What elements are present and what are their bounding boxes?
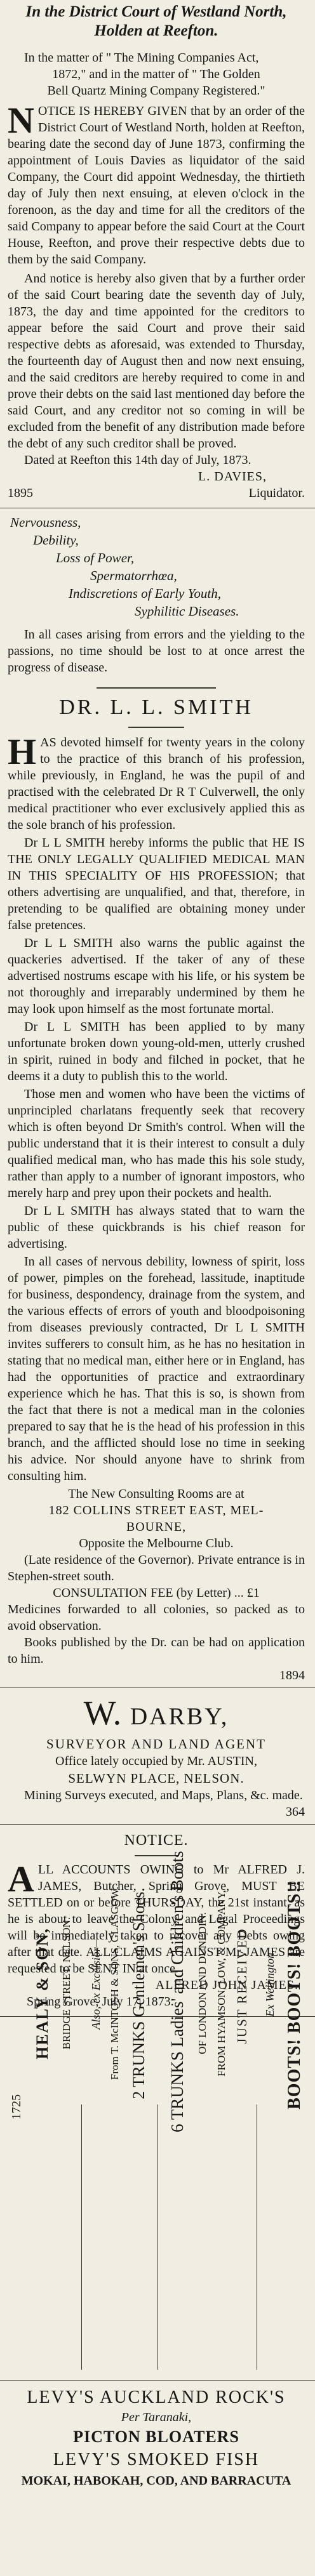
boots-just-received: JUST RECEIVED	[234, 1927, 250, 2044]
boots-ex-wellington: Ex Wellington.	[264, 1950, 276, 2017]
ailments-list	[8, 513, 305, 620]
ailment-item: Loss of Power,	[56, 550, 135, 565]
notice-title: NOTICE.	[124, 1832, 189, 1849]
boots-ref-number: 1725	[10, 2094, 23, 2120]
smith-title: DR. L. L. SMITH	[59, 696, 253, 719]
smith-paragraph: Dr L L SMITH has been applied to by many unfortunate broken down young-old-men, utterly crushed in spirit, ruined in body and filched in pocket, that he deems it a duty to publish this to the world.	[8, 1020, 305, 1083]
darby-office: Office lately occupied by Mr. AUSTIN,	[55, 1754, 257, 1768]
court-notice-paragraph: NOTICE IS HEREBY GIVEN that by an order of the District Court of Westland North, holden at Reefton, bearing date the second day of June 1873, confirming the appointment of Louis Davies as liquidator of the said Company, the Court did appoint Wednesday, the thirtieth day of July then next ensuing, at eleven o'clock in the forenoon, as the day and time for all the creditors of the said Company to appear before the said Court at the Court House, Reefton, and prove their respective debts due to them by the said Company.	[8, 100, 305, 267]
boots-mcintosh: From T. McINTOSH & SONS, GLASGOW.	[109, 1886, 121, 2080]
divider	[0, 2380, 315, 2381]
levy-line-1: LEVY'S AUCKLAND ROCK'S	[27, 2388, 286, 2407]
drop-cap-h: H	[8, 731, 37, 772]
smith-medicines: Medicines forwarded to all colonies, so packed as to avoid observation.	[8, 1602, 305, 1633]
ailment-item: Debility,	[33, 532, 79, 548]
ailment-item: Spermatorrhœa,	[90, 568, 177, 583]
boots-healy: HEALY & SON,	[33, 1927, 51, 2059]
darby-name: W. DARBY,	[83, 1694, 229, 1732]
ailment-item: Syphilitic Diseases.	[135, 604, 239, 619]
smith-rooms-line: The New Consulting Rooms are at	[68, 1487, 245, 1501]
levy-advert	[0, 2386, 315, 2490]
smith-paragraph: HAS devoted himself for twenty years in the colony to the practice of this branch of his profession, while previously, in England, he was the pupil of and practised with the celebrated Dr R T Culverwell, the only medical practitioner who ever exclusively applied this as the sole branch of his profession.	[8, 731, 305, 832]
court-extension-paragraph: And notice is hereby also given that by a further order of the said Court bearing date the seventh day of July, 1873, the day and time appointed for the creditors to appear before the said Court and prove their said respective debts as aforesaid, was extended to Thursday, the fourteenth day of August then and now next ensuing, and the said creditors are hereby required to come in and prove their debts on the said last mentioned day before the said Court, and any creditor not so coming in will be excluded from the benefit of any distribution made before the debt of any such creditor shall be proved.	[8, 272, 305, 451]
smith-ref-number: 1894	[279, 1668, 305, 1682]
darby-services: Mining Surveys executed, and Maps, Plans, &c. made.	[24, 1788, 303, 1802]
smith-paragraph: Dr L L SMITH also warns the public against the quackeries advertised. If the taker of any of these advertised nostrums escape with his life, or his system be not thoroughly and irreparably undermined by them he may look upon himself as the most fortunate mortal.	[8, 936, 305, 1016]
levy-line-2: Per Taranaki,	[121, 2410, 192, 2424]
darby-advert	[0, 1694, 315, 1820]
smith-address-1: 182 COLLINS STREET EAST, MEL-	[48, 1503, 264, 1517]
court-matter-2: 1872," and in the matter of " The Golden	[52, 67, 260, 81]
ailment-item: Nervousness,	[10, 515, 81, 530]
court-notice	[0, 0, 315, 501]
drop-cap-n: N	[8, 100, 34, 141]
boots-headline: BOOTS! BOOTS! BOOTS!!	[285, 1880, 304, 2110]
smith-paragraph: In all cases of nervous debility, lowness of spirit, loss of power, pimples on the forehead, lassitude, inaptitude for business, despondency, drainage from the system, and the various effects of errors of youth and bloodpoisoning from diseases previously contracted, Dr L L SMITH invites sufferers to consult him, as he has no hesitation in stating that no medical man, either here or in England, has had the opportunities of practice and extraordinary experience which he has. That this is so, is shown from the fact that there is not a medical man in the colonies prepared to say that he is the head of his profession in this branch, and the afflicted should lose no time in seeking his advice. Nor should anyone have to shrink from consulting him.	[8, 1255, 305, 1483]
smith-opposite: Opposite the Melbourne Club.	[79, 1536, 234, 1550]
levy-line-4: LEVY'S SMOKED FISH	[53, 2450, 260, 2469]
ailment-item: Indiscretions of Early Youth,	[69, 586, 221, 601]
court-role: Liquidator.	[248, 486, 305, 500]
darby-ref-number: 364	[286, 1805, 305, 1819]
smith-paragraph: Dr L L SMITH has always stated that to warn the public of these quickbrands is his chief reason for advertising.	[8, 1204, 305, 1251]
notice-body: ALL ACCOUNTS OWING to Mr ALFRED J. JAMES, Butcher, Spring Grove, MUST BE SETTLED on or before THURSDAY, the 21st instant, as he is about to leave the Colony, and Legal Proceedings will be immediately taken to recover any Debts owing after that date. ALL CLAIMS AGAINST Mr JAMES are requested to be SENT IN at once.	[8, 1858, 305, 1976]
smith-paragraph: Dr L L SMITH hereby informs the public that HE IS THE ONLY LEGALLY QUALIFIED MEDICAL MAN IN THIS SPECIALITY OF HIS PROFESSION; that others advertising are unqualified, and that, therefore, in pretending to be qualified are obtaining money under false pretences.	[8, 836, 305, 932]
dr-smith-advert	[0, 513, 315, 1684]
boots-hyamson: FROM HYAMSON, LOW, & COMPANY,	[215, 1890, 227, 2077]
boots-also-ex: Also, ex Excelsior—	[90, 1937, 102, 2030]
notice-signer: ALFRED JOHN JAMES.	[155, 1978, 298, 1992]
drop-cap-a: A	[8, 1858, 34, 1899]
darby-profession: SURVEYOR AND LAND AGENT	[46, 1736, 266, 1752]
smith-residence: (Late residence of the Governor). Private entrance is in Stephen-street south.	[8, 1553, 305, 1583]
court-signer: L. DAVIES,	[198, 470, 267, 484]
divider	[81, 2104, 82, 2370]
boots-ladies-children: 6 TRUNKS Ladies' and Children's Boots	[168, 1851, 187, 2132]
boots-bridge-street: BRIDGE STREET, NELSON.	[60, 1917, 72, 2050]
court-dated: Dated at Reefton this 14th day of July, 1873.	[24, 453, 251, 467]
court-matter-3: Bell Quartz Mining Company Registered."	[47, 84, 265, 98]
smith-intro: In all cases arising from errors and the yielding to the passions, no time should be lost to at once arrest the progress of disease.	[8, 628, 305, 675]
court-heading-1: In the District Court of Westland North,	[25, 3, 287, 20]
court-ref-number: 1895	[8, 486, 33, 500]
notice-date: Spring Grove, July 17, 1873.	[27, 1995, 174, 2009]
boots-london-dunedin: OF LONDON AND DUNEDIN.	[196, 1912, 208, 2054]
court-heading-2: Holden at Reefton.	[94, 22, 218, 39]
smith-address-2: BOURNE,	[126, 1520, 187, 1534]
smith-fee: CONSULTATION FEE (by Letter) ... £1	[53, 1586, 260, 1600]
darby-place: SELWYN PLACE, NELSON.	[68, 1771, 245, 1786]
smith-paragraph: Those men and women who have been the victims of unprincipled charlatans frequently seek that recovery which is often beyond Dr Smith's control. When will the public understand that it is their interest to consult a duly qualified medical man, who has made this his sole study, rather than apply to a number of ignorant impostors, who merely harp and prey upon their pockets and health.	[8, 1087, 305, 1200]
boots-gentlemens-shoes: 2 TRUNKS Gentlemen's Shoes.	[130, 1887, 148, 2099]
levy-line-3: PICTON BLOATERS	[73, 2427, 239, 2446]
levy-line-5: MOKAI, HABOKAH, COD, AND BARRACUTA	[21, 2474, 292, 2488]
smith-books: Books published by the Dr. can be had on application to him.	[8, 1635, 305, 1666]
court-matter-1: In the matter of " The Mining Companies Act,	[24, 51, 259, 65]
